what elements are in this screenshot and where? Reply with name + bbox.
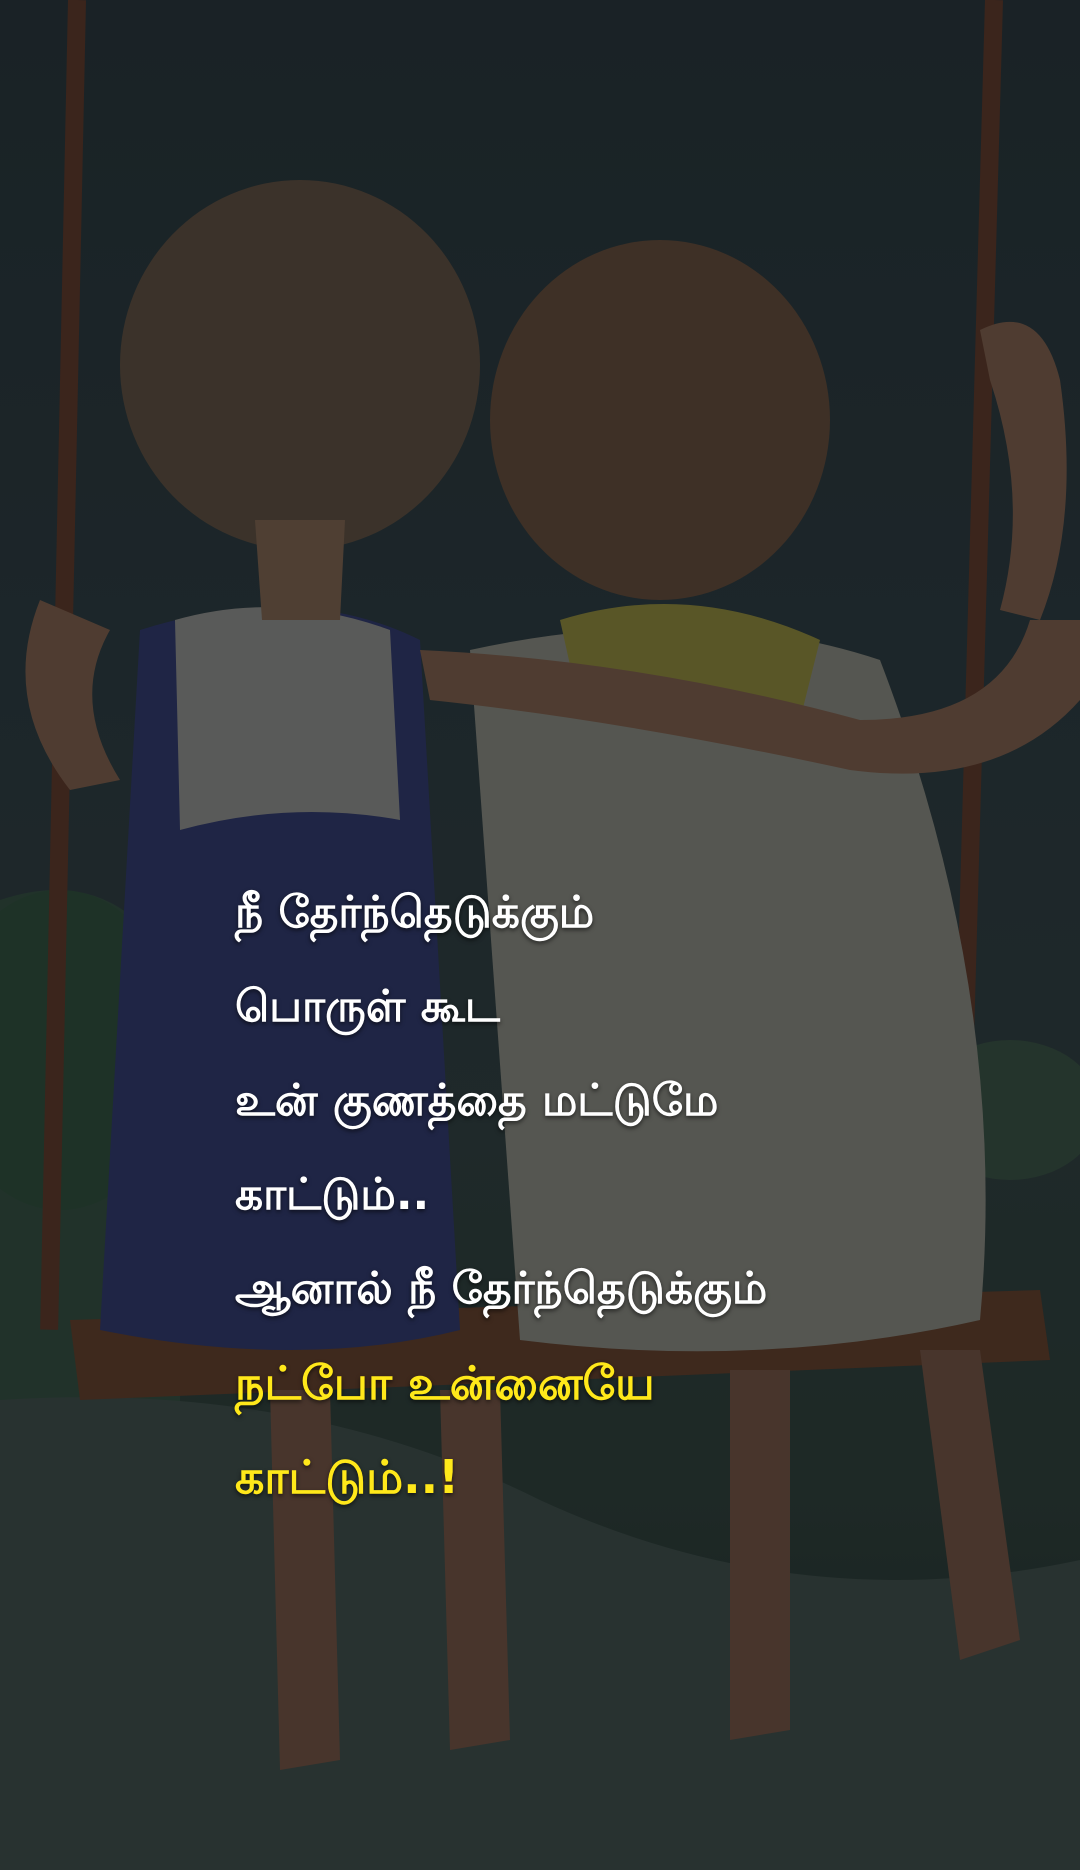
quote-line-highlight: நட்போ உன்னையே [235,1356,655,1410]
quote-text [235,888,1035,1546]
quote-line: நீ தேர்ந்தெடுக்கும் [235,887,595,938]
quote-line: உன் குணத்தை மட்டுமே [235,1075,719,1126]
quote-line: பொருள் கூட [235,981,500,1032]
quote-line-highlight: காட்டும்..! [235,1450,460,1504]
quote-line: ஆனால் நீ தேர்ந்தெடுக்கும் [235,1263,768,1314]
quote-line: காட்டும்.. [235,1169,430,1220]
